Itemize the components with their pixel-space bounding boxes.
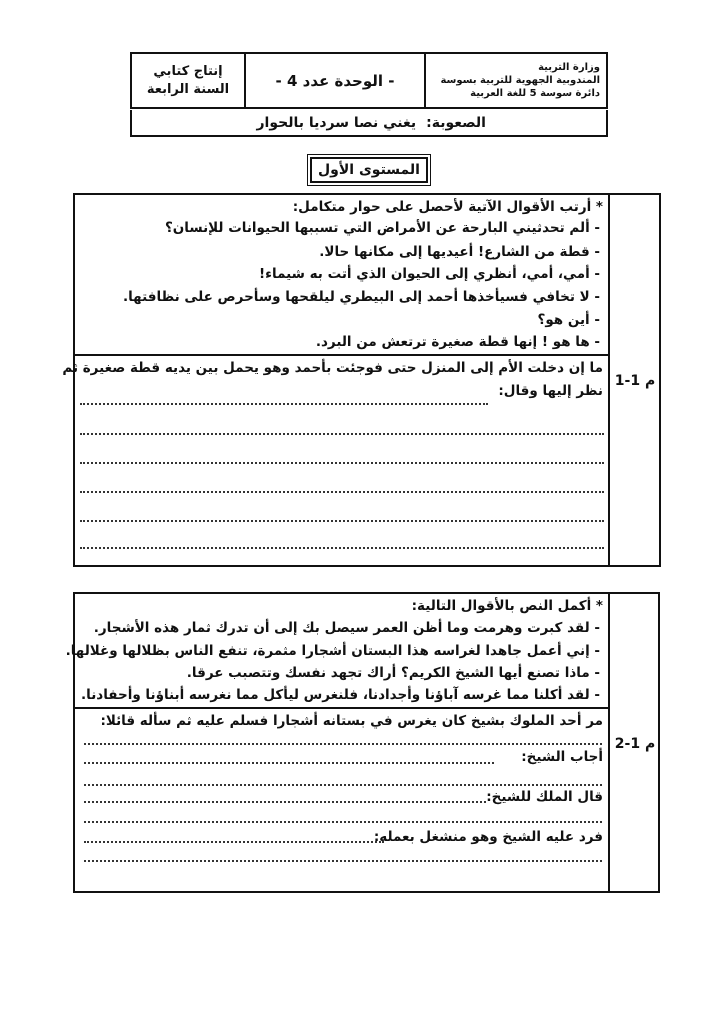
exercise-1-item: - ها هو ! إنها قطة صغيرة ترتعش من البرد.	[315, 334, 600, 350]
exercise-2-story-start: مر أحد الملوك بشيخ كان يغرس في بستانه أشجارا فسلم عليه ثم سأله قائلا:	[100, 713, 603, 729]
answer-line[interactable]	[84, 762, 494, 764]
exercise-2-elder-answered: أجاب الشيخ:	[521, 749, 603, 765]
difficulty-text: يغني نصا سرديا بالحوار	[256, 114, 417, 131]
exercise-1-item: - قطة من الشارع! أعيديها إلى مكانها حالا.	[319, 244, 600, 260]
exercise-2-item: - لقد كبرت وهرمت وما أظن العمر سيصل بك إلى أن تدرك ثمار هذه الأشجار.	[93, 620, 600, 636]
difficulty-row	[130, 110, 608, 137]
answer-line[interactable]	[84, 821, 602, 823]
exercise-1-prompt-line-1: ما إن دخلت الأم إلى المنزل حتى فوجئت بأحمد وهو يحمل بين يديه قطة صغيرة ثم	[62, 360, 603, 376]
unit-title: - الوحدة عدد 4 -	[275, 71, 395, 90]
ministry-line-2: المندوبية الجهوية للتربية بسوسة	[440, 75, 600, 86]
exercise-2-divider	[608, 594, 610, 891]
ministry-line-3: دائرة سوسة 5 للغة العربية	[470, 88, 600, 99]
answer-line[interactable]	[80, 403, 488, 405]
answer-line[interactable]	[80, 462, 604, 464]
ministry-line-1: وزارة التربية	[538, 62, 600, 73]
exercise-2-separator	[75, 707, 608, 709]
header-table	[130, 52, 608, 109]
level-title: المستوى الأول	[310, 157, 428, 183]
exercise-2-instruction: * أكمل النص بالأقوال التالية:	[411, 598, 603, 614]
exercise-1-label: م 1-1	[614, 373, 656, 389]
exercise-2-item: - ماذا تصنع أيها الشيخ الكريم؟ أراك تجهد نفسك وتتصبب عرقا.	[186, 665, 600, 681]
exercise-2-elder-replied: فرد عليه الشيخ وهو منشغل بعمله:	[373, 829, 603, 845]
exercise-1-item: - أين هو؟	[537, 312, 600, 328]
exercise-2-item: - لقد أكلنا مما غرسه آباؤنا وأجدادنا، فلنغرس ليأكل مما نغرسه أبناؤنا وأحفادنا.	[81, 687, 600, 703]
grade-title: السنة الرابعة	[146, 81, 230, 97]
subject-title: إنتاج كتابي	[153, 63, 223, 79]
exercise-1-item: - ألم تحدثيني البارحة عن الأمراض التي تسببها الحيوانات للإنسان؟	[164, 220, 600, 236]
exercise-1-prompt-line-2: نظر إليها وقال:	[498, 383, 603, 399]
answer-line[interactable]	[80, 520, 604, 522]
exercise-1-instruction: * أرتب الأقوال الآتية لأحصل على حوار متكامل:	[292, 199, 603, 215]
answer-line[interactable]	[84, 841, 384, 843]
answer-line[interactable]	[84, 743, 602, 745]
answer-line[interactable]	[84, 860, 602, 862]
unit-cell	[244, 54, 424, 107]
subject-cell	[132, 54, 244, 107]
answer-line[interactable]	[80, 491, 604, 493]
difficulty-label: الصعوبة:	[426, 114, 486, 131]
exercise-1-item: - أمي، أمي، أنظري إلى الحيوان الذي أتت به شيماء!	[258, 266, 600, 282]
exercise-2-label: م 1-2	[614, 736, 656, 752]
exercise-1-separator	[75, 354, 608, 356]
exercise-1-item: - لا تخافي فسيأخذها أحمد إلى البيطري ليلقحها وسأحرص على نظافتها.	[122, 289, 600, 305]
exercise-2-item: - إني أعمل جاهدا لغراسه هذا البستان أشجارا مثمرة، تنفع الناس بظلالها وغلالها.	[65, 643, 600, 659]
answer-line[interactable]	[80, 547, 604, 549]
answer-line[interactable]	[84, 784, 602, 786]
answer-line[interactable]	[84, 801, 486, 803]
answer-line[interactable]	[80, 433, 604, 435]
ministry-cell	[424, 54, 606, 107]
exercise-2-king-said: قال الملك للشيخ:	[486, 789, 603, 805]
